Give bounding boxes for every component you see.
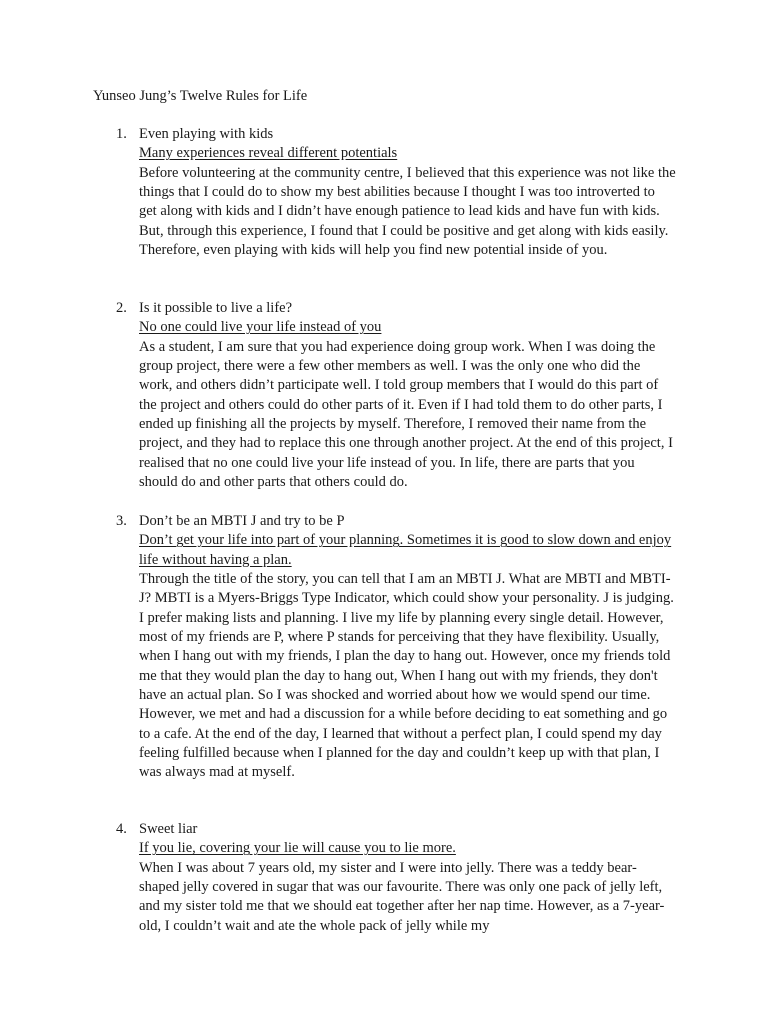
rule-item-1 (116, 125, 676, 260)
rule-body (139, 299, 676, 492)
rule-heading: Even playing with kids (139, 126, 274, 142)
rule-heading: Sweet liar (139, 821, 198, 837)
rule-body (139, 125, 676, 260)
rule-subheading: Many experiences reveal different potentials (139, 145, 398, 162)
rule-paragraph: When I was about 7 years old, my sister and I were into jelly. There was a teddy bear-shaped jelly covered in sugar that was our favourite. There was only one pack of jelly left, and my sister told me that we should eat together after her nap time. However, as a 7-year-old, I couldn’t wait and ate the whole pack of jelly while my (139, 859, 665, 934)
rule-paragraph: Before volunteering at the community centre, I believed that this experience was not like the things that I could do to show my best abilities because I thought I was too introverted to get along with kids and I didn’t have enough patience to lead kids and have fun with kids. But, through this experience, I found that I could be positive and get along with kids easily. Therefore, even playing with kids will help you find new potential inside of you. (139, 164, 676, 259)
rule-heading: Is it possible to live a life? (139, 300, 293, 316)
rule-number: 3. (116, 513, 127, 529)
rule-body (139, 512, 676, 783)
rule-number: 4. (116, 821, 127, 837)
rule-item-4 (116, 820, 676, 936)
rule-subheading: If you lie, covering your lie will cause you to lie more. (139, 840, 456, 857)
document-title: Yunseo Jung’s Twelve Rules for Life (93, 88, 308, 104)
rule-subheading: No one could live your life instead of you (139, 319, 382, 336)
rule-item-2 (116, 299, 676, 492)
rule-heading: Don’t be an MBTI J and try to be P (139, 513, 345, 529)
rule-number: 2. (116, 300, 127, 316)
rule-subheading: Don’t get your life into part of your planning. Sometimes it is good to slow down and enjoy life without having a plan. (139, 532, 672, 568)
rule-number: 1. (116, 126, 127, 142)
rule-paragraph: Through the title of the story, you can tell that I am an MBTI J. What are MBTI and MBTI-J? MBTI is a Myers-Briggs Type Indicator, which could show your personality. J is judging. I prefer making lists and planning. I live my life by planning every single detail. However, most of my friends are P, where P stands for perceiving that they have flexibility. Usually, when I hang out with my friends, I plan the day to hang out. However, once my friends told me that they would plan the day to hang out, When I hang out with my friends, they don't have an actual plan. So I was shocked and worried about how we would spend our time. However, we met and had a discussion for a while before deciding to eat something and go to a cafe. At the end of the day, I learned that without a perfect plan, I could spend my day feeling fulfilled because when I planned for the day and couldn’t keep up with that plan, I was always mad at myself. (139, 571, 674, 781)
rule-body (139, 820, 676, 936)
rule-item-3 (116, 512, 676, 783)
rule-paragraph: As a student, I am sure that you had experience doing group work. When I was doing the group project, there were a few other members as well. I was the only one who did the work, and others didn’t participate well. I told group members that I would do this part of the project and others could do other parts of it. Even if I had told them to do other parts, I ended up finishing all the projects by myself. Therefore, I removed their name from the project, and they had to replace this one through another project. At the end of this project, I realised that no one could live your life instead of you. In life, there are parts that you should do and other parts that others could do. (139, 338, 673, 491)
